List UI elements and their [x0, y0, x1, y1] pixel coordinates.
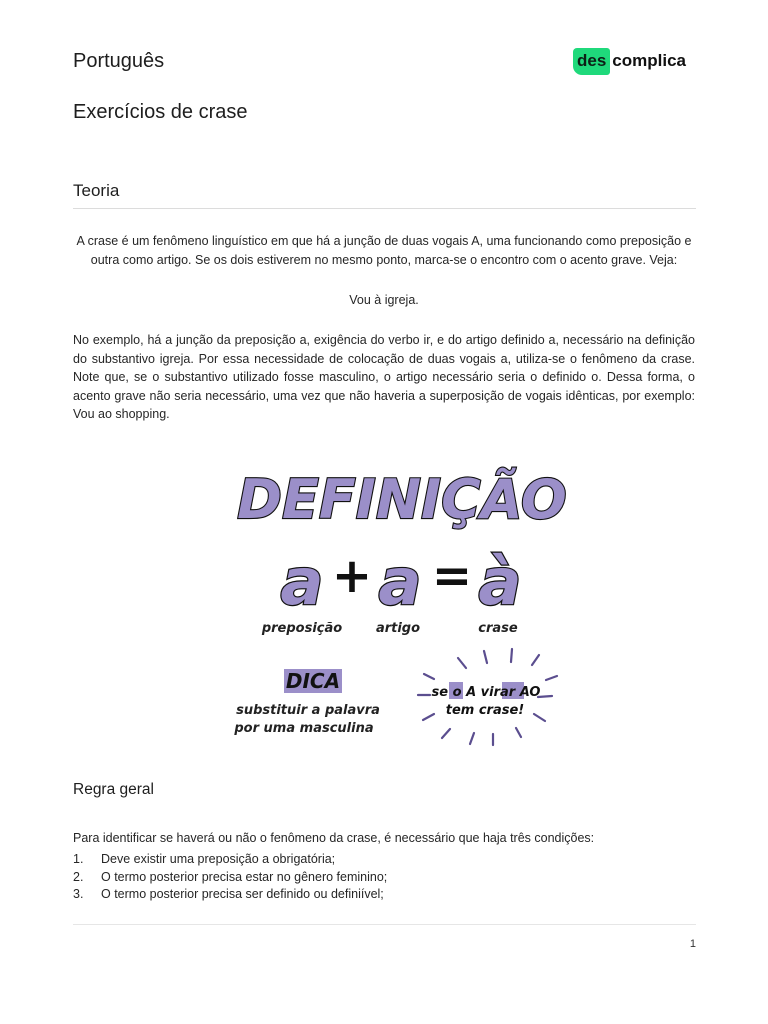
burst-mid: virar [476, 685, 520, 700]
logo-complica: complica [612, 51, 686, 70]
page-number: 1 [689, 938, 696, 950]
regra-intro: Para identificar se haverá ou não o fenômeno da crase, é necessário que haja três condições: [73, 831, 595, 845]
label-artigo: artigo [375, 621, 421, 636]
section-divider [73, 208, 696, 209]
figure-title: DEFINIÇÃO [237, 468, 567, 531]
burst-text-line-2: tem crase! [445, 703, 525, 718]
burst-text-line-1 [432, 685, 541, 700]
list-text: O termo posterior precisa estar no gênero feminino; [101, 869, 388, 884]
burst-pre: se o [431, 685, 467, 700]
equation-a1: a [280, 546, 324, 620]
conditions-list [73, 851, 695, 904]
label-preposicao: preposição [261, 621, 343, 636]
list-item [73, 851, 695, 869]
footer-divider [73, 924, 696, 925]
dica-line-1: substituir a palavra [236, 703, 380, 718]
section-heading-teoria: Teoria [73, 181, 120, 200]
equation-equals: = [431, 548, 473, 604]
document-title: Exercícios de crase [73, 101, 248, 123]
descomplica-logo [573, 46, 686, 76]
dica-line-2: por uma masculina [234, 721, 374, 736]
list-number: 3. [73, 887, 84, 901]
equation-result: à [478, 546, 522, 620]
label-crase: crase [478, 621, 518, 636]
explanation-paragraph: No exemplo, há a junção da preposição a, exigência do verbo ir, e do artigo definido a, necessário na definição do substantivo igreja. Por essa necessidade de colocação de duas vogais a, utiliza-se o fenômeno da crase. Note que, se o substantivo utilizado fosse masculino, o artigo necessário seria o definido o. Dessa forma, o acento grave não seria necessário, uma vez que não haveria a superposição de vogais idênticas, por exemplo: Vou ao shopping. [73, 333, 695, 421]
dica-label: DICA [285, 669, 341, 693]
logo-des: des [573, 48, 610, 75]
subject-heading: Português [73, 50, 165, 72]
equation-plus: + [331, 548, 373, 604]
intro-paragraph: A crase é um fenômeno linguístico em que há a junção de duas vogais A, uma funcionando como preposição e outra como artigo. Se os dois estiverem no mesmo ponto, marca-se o encontro com o acento grave. Veja: [76, 234, 692, 267]
crase-definition-figure [230, 446, 570, 756]
equation-a2: a [378, 546, 422, 620]
list-number: 1. [73, 852, 84, 866]
list-item [73, 869, 695, 887]
list-number: 2. [73, 869, 84, 884]
section-heading-regra-geral: Regra geral [73, 781, 154, 798]
burst-ao: AO [519, 685, 541, 700]
list-text: Deve existir uma preposição a obrigatória; [101, 852, 336, 866]
example-sentence: Vou à igreja. [349, 293, 419, 307]
list-text: O termo posterior precisa ser definido ou definiível; [101, 887, 384, 901]
list-item [73, 886, 695, 904]
burst-a: A [466, 685, 477, 700]
